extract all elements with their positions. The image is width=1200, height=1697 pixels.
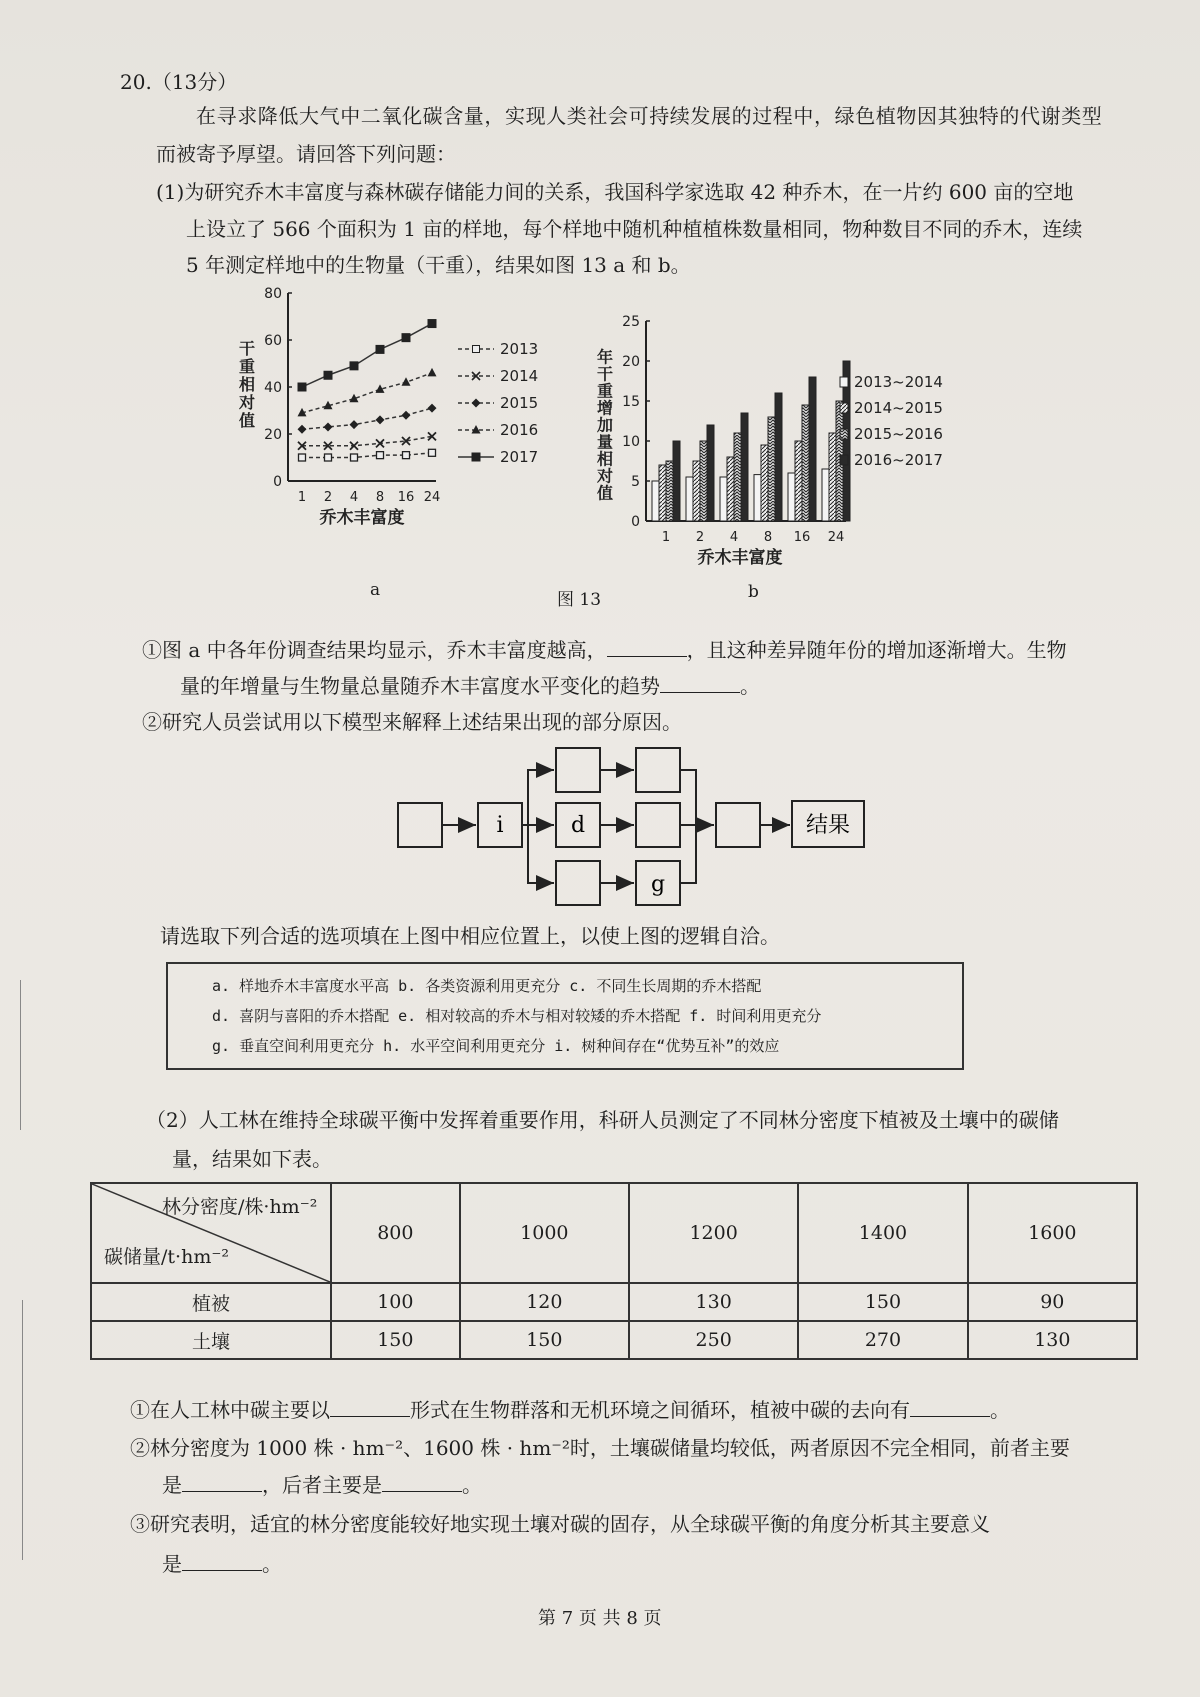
bar-2014~2015-16 xyxy=(795,441,802,521)
page-footer: 第 7 页 共 8 页 xyxy=(538,1608,662,1629)
legend-marker xyxy=(473,346,480,353)
legend-swatch xyxy=(840,455,848,465)
bar-2016~2017-8 xyxy=(775,393,782,521)
series-line-2015 xyxy=(302,408,432,429)
intro-line-1: 在寻求降低大气中二氧化碳含量，实现人类社会可持续发展的过程中，绿色植物因其独特的代谢类型 xyxy=(196,104,1103,128)
binding-mark xyxy=(22,1300,23,1560)
flow-box-merge xyxy=(716,803,760,847)
table-header-cell: 1400 xyxy=(798,1183,967,1283)
x-tick-label: 16 xyxy=(397,490,415,505)
question-points: （13分） xyxy=(151,70,238,94)
answer-blank[interactable] xyxy=(182,1473,262,1492)
q2-b-text-pre: 是 xyxy=(162,1473,182,1497)
data-point xyxy=(350,361,359,370)
corner-top-label: 林分密度/株·hm⁻² xyxy=(162,1196,318,1218)
options-instruction: 请选取下列合适的选项填在上图中相应位置上，以使上图的逻辑自洽。 xyxy=(160,924,780,948)
part2-line-1: （2）人工林在维持全球碳平衡中发挥着重要作用，科研人员测定了不同林分密度下植被及土壤中的碳储 xyxy=(146,1108,1059,1132)
bar-2014~2015-8 xyxy=(761,445,768,521)
q1-a-text-post: ，且这种差异随年份的增加逐渐增大。生物 xyxy=(686,638,1067,662)
legend-swatch xyxy=(840,403,848,413)
data-point xyxy=(377,452,384,459)
data-point xyxy=(351,454,358,461)
flow-label-result: 结果 xyxy=(805,813,851,838)
series-line-2013 xyxy=(302,453,432,458)
bar-2016~2017-4 xyxy=(741,413,748,521)
q2-b-line-1: ②林分密度为 1000 株 · hm⁻²、1600 株 · hm⁻²时，土壤碳储量均较低，两者原因不完全相同，前者主要 xyxy=(130,1436,1070,1460)
x-tick-label: 2 xyxy=(695,530,705,545)
bar-2013~2014-16 xyxy=(788,473,795,521)
x-axis-label: 乔木丰富度 xyxy=(697,548,783,568)
bar-2016~2017-1 xyxy=(673,441,680,521)
legend-swatch xyxy=(840,377,848,387)
x-tick-label: 1 xyxy=(297,490,307,505)
options-box xyxy=(166,962,964,1070)
q2-b-line-2 xyxy=(162,1473,482,1497)
table-row-label: 土壤 xyxy=(91,1321,331,1359)
bar-2014~2015-2 xyxy=(693,461,700,521)
flow-label-d: d xyxy=(570,813,586,838)
table-cell: 130 xyxy=(629,1283,798,1321)
table-header-cell: 1000 xyxy=(460,1183,629,1283)
legend-label: 2016~2017 xyxy=(854,451,943,469)
q1-a-line-1 xyxy=(142,638,1067,662)
y-tick-label: 5 xyxy=(631,474,640,490)
table-row xyxy=(91,1283,1137,1321)
question-header xyxy=(120,70,237,94)
table-row xyxy=(91,1321,1137,1359)
bar-2013~2014-2 xyxy=(686,477,693,521)
chart-a xyxy=(230,285,560,575)
q1-a-line-2 xyxy=(180,674,760,698)
part2-line-2: 量，结果如下表。 xyxy=(172,1147,332,1171)
x-tick-label: 8 xyxy=(375,490,385,505)
figure-label-a: a xyxy=(370,580,381,600)
x-tick-label: 8 xyxy=(763,530,773,545)
corner-bottom-label: 碳储量/t·hm⁻² xyxy=(104,1246,229,1268)
q2-a-text-post: 。 xyxy=(990,1398,1010,1422)
table-row-label: 植被 xyxy=(91,1283,331,1321)
data-point xyxy=(428,319,437,328)
data-point xyxy=(299,454,306,461)
table-corner-cell xyxy=(91,1183,331,1283)
legend-label: 2015 xyxy=(500,394,539,412)
y-axis-label: 年干重增加量相对值 xyxy=(594,348,614,502)
option-line-3: g. 垂直空间利用更充分 h. 水平空间利用更充分 i. 树种间存在“优势互补”的效应 xyxy=(212,1037,780,1055)
table-cell: 90 xyxy=(968,1283,1137,1321)
chart-b xyxy=(590,285,1010,575)
series-line-2014 xyxy=(302,436,432,445)
flow-label-i: i xyxy=(496,813,504,838)
data-point xyxy=(402,411,411,420)
q1-a-text-pre: ①图 a 中各年份调查结果均显示，乔木丰富度越高， xyxy=(142,638,607,662)
q2-a-text-pre: ①在人工林中碳主要以 xyxy=(130,1398,330,1422)
q2-c-line-1: ③研究表明，适宜的林分密度能较好地实现土壤对碳的固存，从全球碳平衡的角度分析其主要意义 xyxy=(130,1512,990,1536)
binding-mark xyxy=(20,980,21,1130)
legend-label: 2013~2014 xyxy=(854,373,943,391)
x-tick-label: 16 xyxy=(793,530,811,545)
part1-line-1: (1)为研究乔木丰富度与森林碳存储能力间的关系，我国科学家选取 42 种乔木，在一片约 600 亩的空地 xyxy=(156,180,1074,204)
answer-blank[interactable] xyxy=(660,674,740,693)
flow-box-top-1 xyxy=(556,748,600,792)
table-cell: 130 xyxy=(968,1321,1137,1359)
series-line-2017 xyxy=(302,324,432,387)
legend-label: 2016 xyxy=(500,421,539,439)
x-tick-label: 2 xyxy=(323,490,333,505)
bar-2013~2014-24 xyxy=(822,469,829,521)
legend-label: 2015~2016 xyxy=(854,425,943,443)
flow-box-start xyxy=(398,803,442,847)
legend-marker xyxy=(472,399,481,408)
y-tick-label: 0 xyxy=(273,474,282,490)
data-point xyxy=(376,345,385,354)
bar-2014~2015-1 xyxy=(659,465,666,521)
bar-2013~2014-8 xyxy=(754,475,761,521)
bar-2016~2017-2 xyxy=(707,425,714,521)
bar-2015~2016-1 xyxy=(666,461,673,521)
q2-c-line-2 xyxy=(162,1552,282,1576)
bar-2015~2016-8 xyxy=(768,417,775,521)
answer-blank[interactable] xyxy=(382,1473,462,1492)
answer-blank[interactable] xyxy=(330,1398,410,1417)
data-point xyxy=(298,425,307,434)
table-header-cell: 1200 xyxy=(629,1183,798,1283)
option-line-2: d. 喜阴与喜阳的乔木搭配 e. 相对较高的乔木与相对较矮的乔木搭配 f. 时间利用更充分 xyxy=(212,1007,822,1025)
bar-2016~2017-16 xyxy=(809,377,816,521)
x-tick-label: 4 xyxy=(729,530,739,545)
y-tick-label: 20 xyxy=(264,427,282,443)
y-axis-label: 干重相对值 xyxy=(236,340,256,430)
q2-b-text-post: 。 xyxy=(462,1473,482,1497)
data-point xyxy=(428,368,437,377)
q2-c-text-post: 。 xyxy=(262,1552,282,1576)
x-axis-label: 乔木丰富度 xyxy=(319,508,405,528)
answer-blank[interactable] xyxy=(607,638,687,657)
y-tick-label: 60 xyxy=(264,333,282,349)
x-tick-label: 4 xyxy=(349,490,359,505)
bar-2015~2016-16 xyxy=(802,405,809,521)
legend-marker xyxy=(472,453,481,462)
table-cell: 250 xyxy=(629,1321,798,1359)
data-point xyxy=(350,420,359,429)
y-tick-label: 80 xyxy=(264,286,282,302)
figure-label-b: b xyxy=(748,582,759,602)
part1-line-2: 上设立了 566 个面积为 1 亩的样地，每个样地中随机种植植株数量相同，物种数目不同的乔木，连续 xyxy=(186,217,1083,241)
q1-b-line: ②研究人员尝试用以下模型来解释上述结果出现的部分原因。 xyxy=(142,710,682,734)
q1-a2-text-post: 。 xyxy=(740,674,760,698)
legend-label: 2017 xyxy=(500,448,539,466)
flow-label-g: g xyxy=(650,872,666,897)
q2-c-text-pre: 是 xyxy=(162,1552,182,1576)
legend-swatch xyxy=(840,429,848,439)
table-cell: 150 xyxy=(331,1321,460,1359)
q2-a-line xyxy=(130,1398,1010,1422)
y-tick-label: 0 xyxy=(631,514,640,530)
data-point xyxy=(429,449,436,456)
data-point xyxy=(402,377,411,386)
y-tick-label: 25 xyxy=(622,314,640,330)
q2-a-text-mid: 形式在生物群落和无机环境之间循环，植被中碳的去向有 xyxy=(410,1398,910,1422)
intro-line-2: 而被寄予厚望。请回答下列问题： xyxy=(156,142,456,166)
answer-blank[interactable] xyxy=(182,1552,262,1571)
x-tick-label: 24 xyxy=(827,530,845,545)
bar-2013~2014-4 xyxy=(720,477,727,521)
table-cell: 120 xyxy=(460,1283,629,1321)
y-tick-label: 20 xyxy=(622,354,640,370)
data-point xyxy=(428,404,437,413)
answer-blank[interactable] xyxy=(910,1398,990,1417)
bar-2015~2016-4 xyxy=(734,433,741,521)
bar-2013~2014-1 xyxy=(652,481,659,521)
table-cell: 270 xyxy=(798,1321,967,1359)
option-line-1: a. 样地乔木丰富度水平高 b. 各类资源利用更充分 c. 不同生长周期的乔木搭配 xyxy=(212,977,762,995)
data-point xyxy=(402,333,411,342)
data-point xyxy=(298,383,307,392)
data-point xyxy=(325,454,332,461)
part1-line-3: 5 年测定样地中的生物量（干重），结果如图 13 a 和 b。 xyxy=(186,253,691,277)
y-tick-label: 10 xyxy=(622,434,640,450)
figure-caption: 图 13 xyxy=(557,590,602,610)
data-point xyxy=(376,415,385,424)
flow-box-top-2 xyxy=(636,748,680,792)
legend-label: 2014~2015 xyxy=(854,399,943,417)
data-point xyxy=(403,452,410,459)
bar-2015~2016-2 xyxy=(700,441,707,521)
y-tick-label: 15 xyxy=(622,394,640,410)
x-tick-label: 1 xyxy=(661,530,671,545)
table-cell: 150 xyxy=(460,1321,629,1359)
data-point xyxy=(324,371,333,380)
legend-label: 2013 xyxy=(500,340,539,358)
bar-2014~2015-24 xyxy=(829,433,836,521)
flow-box-mid-2 xyxy=(636,803,680,847)
question-number: 20. xyxy=(120,70,152,94)
q2-b-text-mid: ，后者主要是 xyxy=(262,1473,382,1497)
table-header-cell: 800 xyxy=(331,1183,460,1283)
y-tick-label: 40 xyxy=(264,380,282,396)
legend-label: 2014 xyxy=(500,367,539,385)
flow-box-bottom-1 xyxy=(556,861,600,905)
bar-2014~2015-4 xyxy=(727,457,734,521)
q1-a2-text-pre: 量的年增量与生物量总量随乔木丰富度水平变化的趋势 xyxy=(180,674,660,698)
table-cell: 100 xyxy=(331,1283,460,1321)
model-diagram xyxy=(390,740,890,910)
table-header-cell: 1600 xyxy=(968,1183,1137,1283)
table-header-row xyxy=(91,1183,1137,1283)
data-point xyxy=(324,422,333,431)
x-tick-label: 24 xyxy=(423,490,441,505)
table-cell: 150 xyxy=(798,1283,967,1321)
carbon-table xyxy=(90,1182,1138,1360)
